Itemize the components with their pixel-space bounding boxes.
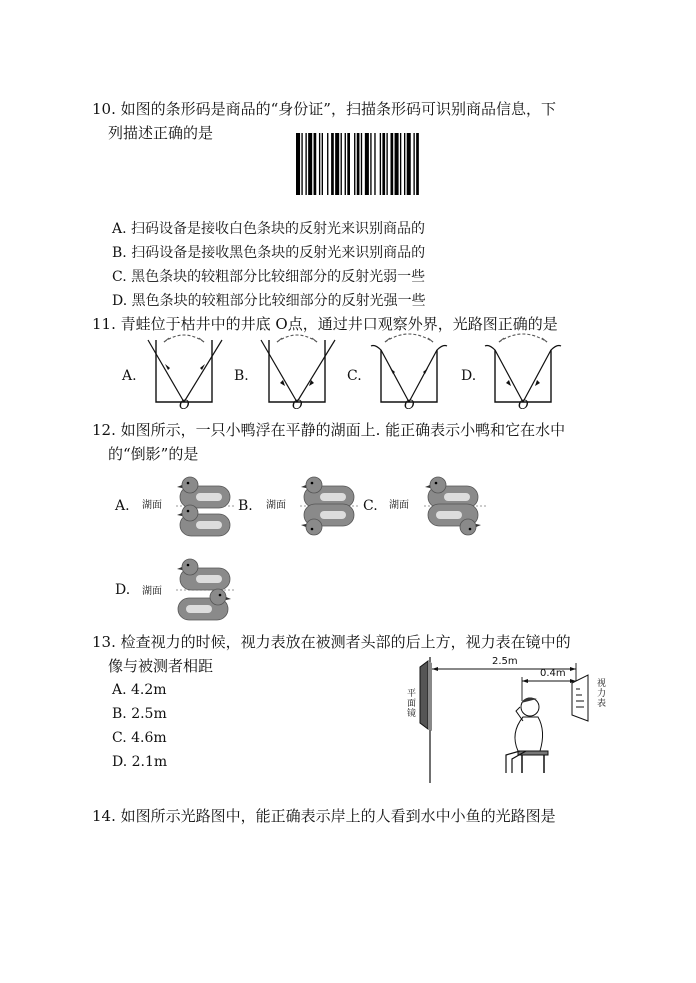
- q10-option-a: A. 扫码设备是接收白色条块的反射光来识别商品的: [112, 221, 426, 237]
- q11-point-d: O: [518, 398, 529, 413]
- q11-point-c: O: [404, 398, 415, 413]
- q12-label-c: C.: [363, 498, 378, 514]
- eye-test-figure: [400, 655, 610, 787]
- q10-stem-line1: 10. 如图的条形码是商品的“身份证”，扫描条形码可识别商品信息，下: [92, 100, 556, 118]
- q12-lake-label-d: 湖面: [142, 586, 162, 597]
- q12-stem-line2: 的“倒影”的是: [108, 445, 199, 463]
- q12-label-a: A.: [115, 498, 130, 514]
- q10-stem-line2: 列描述正确的是: [108, 124, 214, 142]
- q12-label-d: D.: [115, 582, 131, 598]
- q11-stem: 11. 青蛙位于枯井中的井底 O点，通过井口观察外界，光路图正确的是: [92, 315, 558, 333]
- q13-stem-line1: 13. 检查视力的时候，视力表放在被测者头部的后上方，视力表在镜中的: [92, 633, 571, 651]
- q11-label-b: B.: [234, 368, 249, 384]
- q13-option-d: D. 2.1m: [112, 754, 168, 770]
- q13-option-c: C. 4.6m: [112, 730, 167, 746]
- q12-lake-label-b: 湖面: [266, 500, 286, 511]
- distance-label-2-5m: 2.5m: [492, 656, 518, 667]
- q11-point-b: O: [292, 398, 303, 413]
- q12-label-b: B.: [238, 498, 253, 514]
- q11-label-d: D.: [461, 368, 477, 384]
- mirror-label: 平面镜: [405, 688, 415, 718]
- q11-label-c: C.: [347, 368, 362, 384]
- q12-stem-line1: 12. 如图所示，一只小鸭浮在平静的湖面上. 能正确表示小鸭和它在水中: [92, 421, 566, 439]
- q10-option-b: B. 扫码设备是接收黑色条块的反射光来识别商品的: [112, 245, 426, 261]
- eye-chart-label: 视力表: [595, 678, 605, 708]
- q12-lake-label-c: 湖面: [389, 500, 409, 511]
- q11-label-a: A.: [122, 368, 137, 384]
- q11-point-a: O: [179, 398, 190, 413]
- distance-label-0-4m: 0.4m: [540, 668, 566, 679]
- q13-stem-line2: 像与被测者相距: [108, 657, 214, 675]
- q14-stem: 14. 如图所示光路图中，能正确表示岸上的人看到水中小鱼的光路图是: [92, 807, 556, 825]
- q13-option-a: A. 4.2m: [112, 682, 167, 698]
- q10-option-c: C. 黑色条块的较粗部分比较细部分的反射光弱一些: [112, 269, 426, 285]
- q13-option-b: B. 2.5m: [112, 706, 167, 722]
- q10-option-d: D. 黑色条块的较粗部分比较细部分的反射光强一些: [112, 293, 426, 309]
- q12-lake-label-a: 湖面: [142, 500, 162, 511]
